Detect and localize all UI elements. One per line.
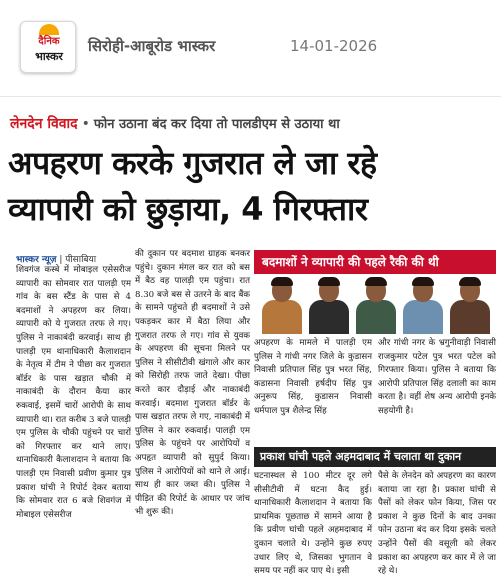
sidebar-column-4: पैसे के लेनदेन को अपहरण का कारण बताया जा रहा है। प्रकाश घांची से पैसों को लेकर फोन किया, जिस पर प्रकाश ने कुछ दिनों के बाद उनका फोन उठाना बंद कर दिया इसके चलते उन्होंने पैसों की वसूली को लेकर प्रकाश का अपहरण कर कार में ले जा रहे थे। [378, 471, 496, 577]
article-column-1: शिवगंज कस्बे में मोबाइल एसेसरीज व्यापारी का सोमवार रात पालड़ी एम गांव के बस स्टैंड के पास से 4 बदमाशों ने अपहरण कर लिया। व्यापारी को ये गुजरात तरफ ले गए। पुलिस ने नाकाबंदी करवाई। साथ ही पालड़ी एम थानाधिकारी कैलाशदान के नेतृत्व में टीम ने पीछा कर गुजरात बॉर्डर के पास खड़ात चौकी में नाकाबंदी के दौरान कैया कार रुकवाई, इसमें चारों आरोपी के साथ व्यापारी था। रात करीब 3 बजे पालड़ी एम पुलिस के चौकी पहुंचने पर चारों को गिरफ्तार कर थाने लाए। थानाधिकारी कैलाशदान ने बताया कि पालड़ी एम निवासी प्रवीण कुमार पुत्र प्रकाश घांची ने रिपोर्ट देकर बताया कि सोमवार रात 6 बजे शिवगंज में मोबाइल एसेसरीज [16, 265, 131, 520]
dainik-bhaskar-logo [20, 21, 76, 73]
person-figure [260, 278, 304, 334]
logo-text-bottom: भास्कर [35, 50, 63, 63]
edition-date: 14-01-2026 [290, 37, 378, 55]
kicker-topic: लेनदेन विवाद [10, 116, 78, 132]
person-figure [354, 278, 398, 334]
kicker-text: फोन उठाना बंद कर दिया तो पालडीएम से उठाया था [93, 117, 340, 132]
sun-icon [39, 24, 59, 35]
kicker [10, 114, 340, 133]
byline: भास्कर न्यूज़ | पीसाबिया [16, 255, 97, 265]
header-divider [0, 96, 501, 97]
logo-text-top: दैनिक [38, 36, 60, 47]
sidebar-column-1: अपहरण के मामले में पालड़ी एम पुलिस ने गांधी नगर जिले के कुडासन निवासी प्रतिपाल सिंह पुत्र भरत सिंह, कडासना निवासी हर्षदीप सिंह पुत्र अनुरूप सिंह, कुडासन निवासी धर्मपाल पुत्र शैलेन्द्र सिंह [254, 338, 372, 416]
edition-name: सिरोही-आबूरोड भास्कर [88, 37, 216, 55]
byline-source: भास्कर न्यूज़ [16, 255, 57, 265]
sidebar-banner: बदमाशों ने व्यापारी की पहले रैकी की थी [254, 250, 496, 274]
sidebar-column-2: और गांधी नगर के भ्रगुनीवाड़ी निवासी राजकुमार पटेल पुत्र भरत पटेल को गिरफ्तार किया। पुलिस ने बताया कि आरोपी प्रतिपाल सिंह दलाली का काम करता है। वहीं शेष अन्य आरोपी इनके सहयोगी है। [378, 338, 496, 416]
sidebar-subhead: प्रकाश घांची पहले अहमदाबाद में चलाता था दुकान [254, 447, 496, 467]
headline-line-2: व्यापारी को छुड़ाया, 4 गिरफ्तार [8, 190, 368, 228]
person-figure [448, 278, 492, 334]
person-figure [307, 278, 351, 334]
accused-photo [254, 274, 496, 334]
kicker-bullet: • [81, 116, 90, 132]
person-figure [401, 278, 445, 334]
page-header [0, 0, 501, 88]
headline [8, 140, 498, 232]
sidebar-column-3: घटनास्थल से 100 मीटर दूर लगे सीसीटीवी में घटना कैद हुई। थानाधिकारी कैलाशदान ने बताया कि प्राथमिक पूछताछ में सामने आया है कि प्रवीण घांची पहले अहमदाबाद में दुकान चलाते थे। उन्होंने कुछ रुपए उधार लिए थे, जिसका भुगतान वे समय पर नहीं कर पाए थे। इसी [254, 471, 372, 577]
article-column-2: की दुकान पर बदमाश ग्राहक बनकर पहुंचे। दुकान मंगल कर रात को बस में बैठ वह पालड़ी एम पहुंचा। रात 8.30 बजे बस से उतरने के बाद बैंक के सामने पहुंचते ही बदमाशों ने उसे पकड़कर कार में बैठा लिया और गुजरात तरफ ले गए। गांव से युवक के अपहरण की सूचना मिलने पर पुलिस ने सीसीटीवी खंगाले और कार को सिरोही तरफ जाते देखा। पीछा करते कार दौड़ाई और नाकाबंदी करवाई। बदमाश गुजरात बॉर्डर के पास खड़ात तरफ ले गए, नाकाबंदी में पुलिस ने कार रुकवाई। पालड़ी एम पुलिस के पहुंचने पर आरोपियों व अपहृत व्यापारी को सुपुर्द किया। पुलिस ने आरोपियों को थाने ले आई। साथ ही कार जब्त की। पुलिस ने पीड़ित की रिपोर्ट के आधार पर जांच भी शुरू की। [135, 249, 250, 518]
headline-line-1: अपहरण करके गुजरात ले जा रहे [8, 144, 377, 182]
byline-place: पीसाबिया [65, 255, 97, 265]
